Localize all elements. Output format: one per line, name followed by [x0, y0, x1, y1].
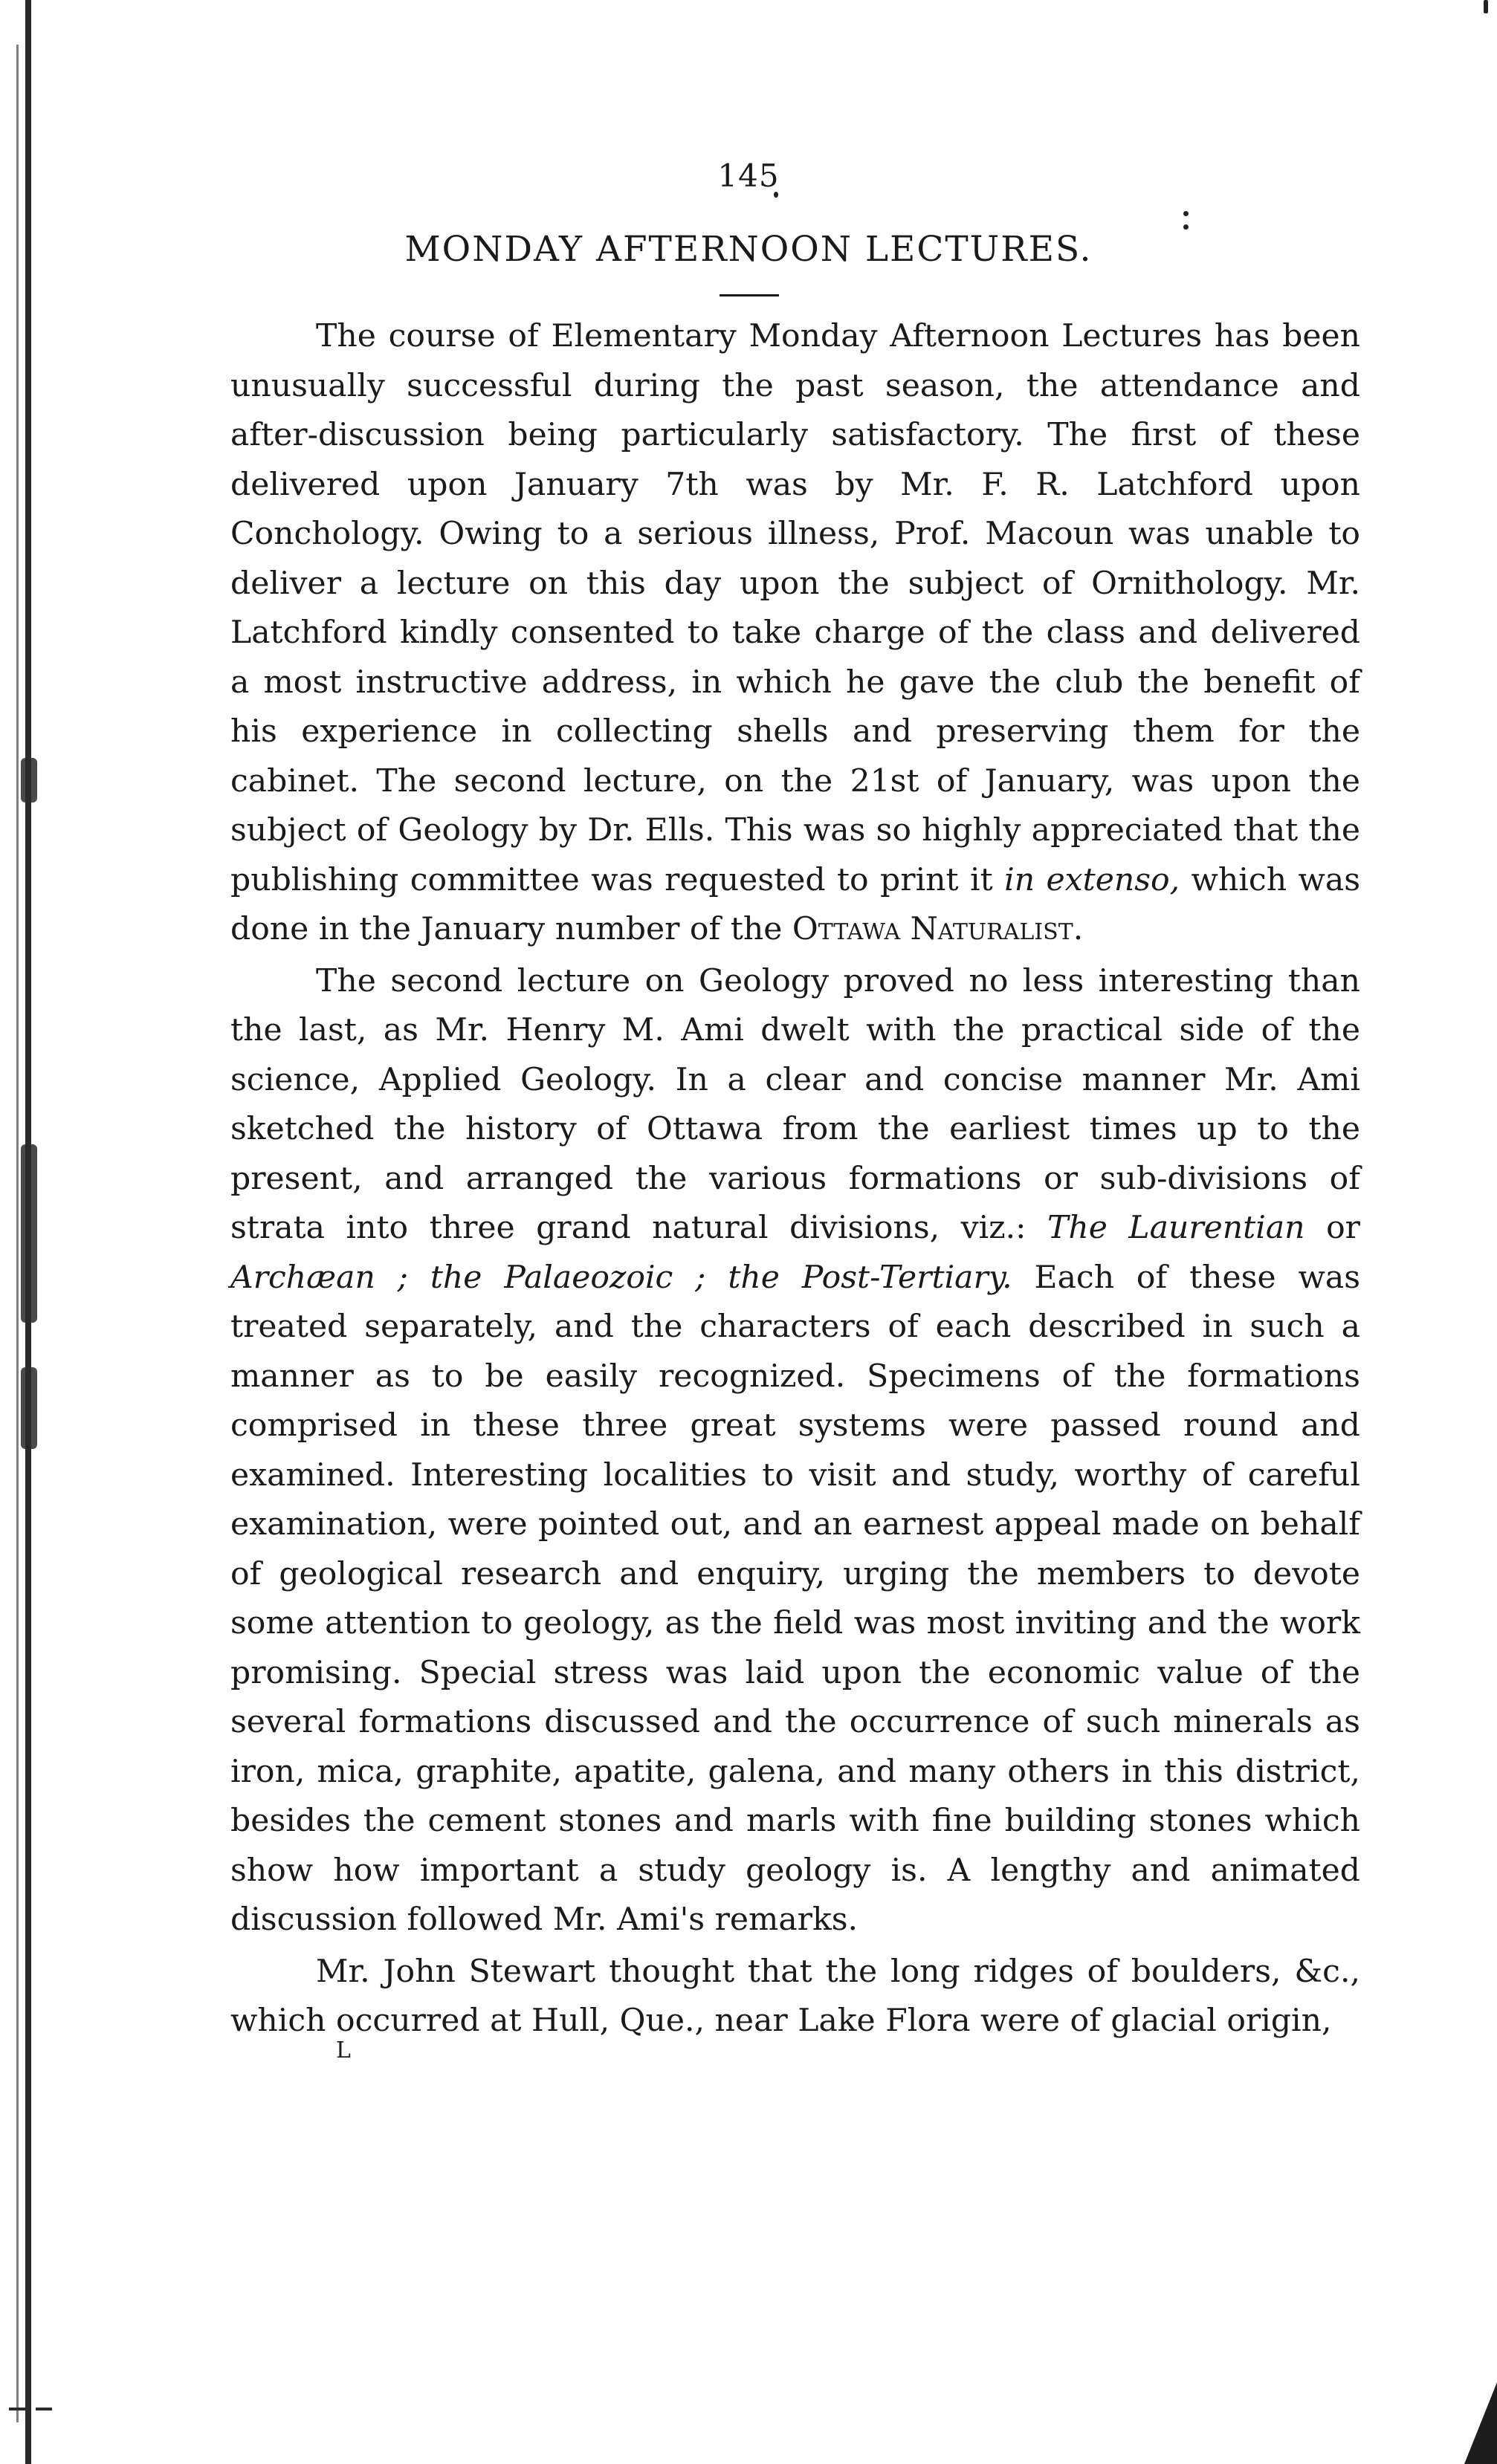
paragraph-1-text-2: which was done in the January number of the	[230, 861, 1361, 947]
corner-mark	[1464, 2382, 1497, 2464]
paragraph-1-end: .	[1073, 911, 1084, 947]
paragraph-2-italic-1: The Laurentian	[1047, 1210, 1305, 1246]
signature-mark: L	[336, 2037, 352, 2063]
binding-smudge	[21, 758, 37, 803]
paragraph-1-text: The course of Elementary Monday Afternoon Lectures has been unusually successful during the past season, the attendance and after-discussion being particularly satisfactory. The first of these delivered upon January 7th was by Mr. F. R. Latchford upon Conchology. Owing to a serious illness, Prof. Macoun was unable to deliver a lecture on this day upon the subject of Ornithology. Mr. Latchford kindly consented to take charge of the class and delivered a most instructive address, in which he gave the club the benefit of his experience in collecting shells and preserving them for the cabinet. The second lecture, on the 21st of January, was upon the subject of Geology by Dr. Ells. This was so highly appreciated that the publishing committee was requested to print it	[230, 318, 1360, 898]
paragraph-1-italic: in extenso,	[1004, 861, 1180, 898]
page-title: MONDAY AFTERNOON LECTURES.	[404, 229, 1093, 270]
scan-dash	[36, 2408, 52, 2410]
binding-smudge	[21, 1367, 37, 1449]
paragraph-1	[230, 312, 1360, 955]
title-rule	[720, 294, 779, 296]
paragraph-2-text-2: or	[1304, 1210, 1360, 1246]
page-number: 145	[717, 158, 780, 194]
scan-dash	[9, 2408, 28, 2410]
binding-smudge	[21, 1144, 37, 1323]
binding-edge-thin	[16, 45, 19, 2422]
paragraph-2-text: The second lecture on Geology proved no less interesting than the last, as Mr. Henry M. Ami dwelt with the practical side of the science, Applied Geology. In a clear and concise manner Mr. Ami sketched the history of Ottawa from the earliest times up to the present, and arranged the various formations or sub-divisions of strata into three grand natural divisions, viz.:	[230, 962, 1360, 1246]
body-text	[230, 312, 1360, 2046]
paragraph-3-text: Mr. John Stewart thought that the long ridges of boulders, &c., which occurred at Hull, Que., near Lake Flora were of glacial origin,	[230, 1953, 1360, 2039]
journal-name: Ottawa Naturalist	[792, 911, 1073, 947]
stray-mark	[1484, 0, 1488, 13]
paragraph-2-text-3: Each of these was treated separately, and the characters of each described in such a manner as to be easily recognized. Specimens of the formations comprised in these three great systems were passed round and examined. Interesting localities to visit and study, worthy of careful examination, were pointed out, and an earnest appeal made on behalf of geological research and enquiry, urging the members to devote some attention to geology, as the field was most inviting and the work promising. Special stress was laid upon the economic value of the several formations discussed and the occurrence of such minerals as iron, mica, graphite, apatite, galena, and many others in this district, besides the cement stones and marls with fine building stones which show how important a study geology is. A lengthy and animated discussion followed Mr. Ami's remarks.	[230, 1259, 1361, 1938]
paragraph-2-italic-2: Archæan ; the Palaeozoic ; the Post-Tertiary.	[230, 1259, 1012, 1296]
paragraph-2	[230, 957, 1360, 1945]
stray-dot	[1183, 211, 1189, 216]
paragraph-3	[230, 1948, 1360, 2046]
